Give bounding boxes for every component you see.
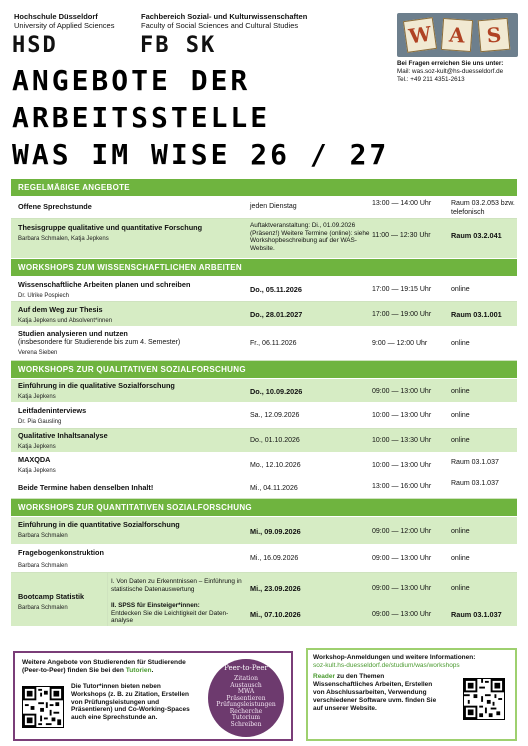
row-title-block xyxy=(18,330,248,358)
row-date: Do., 05.11.2026 xyxy=(250,285,302,294)
tutorien-link[interactable]: Tutorien xyxy=(125,667,152,674)
contact-mail[interactable]: Mail: was.soz-kult@hs-duesseldorf.de xyxy=(397,68,504,75)
row-place: online xyxy=(451,286,470,293)
row-speaker: Dr. Pia Gausling xyxy=(18,418,62,425)
bubble-word: Recherche xyxy=(229,707,263,715)
row-time: 9:00 — 12:00 Uhr xyxy=(372,340,428,347)
university-name-en: University of Applied Sciences xyxy=(14,21,115,30)
bubble-word: Austausch xyxy=(230,681,262,689)
peer-to-peer-box xyxy=(13,651,293,741)
row-title: Auf dem Weg zur Thesis xyxy=(18,305,103,314)
section-header-quantitative: WORKSHOPS ZUR QUANTITATIVEN SOZIALFORSCHUNG xyxy=(11,499,517,517)
was-logo xyxy=(397,13,518,57)
row-title-block xyxy=(18,521,248,540)
row-date: Mi., 23.09.2026 xyxy=(250,584,301,593)
row-speaker: Barbara Schmalen xyxy=(18,604,68,611)
row-date: Mi., 09.09.2026 xyxy=(250,527,301,536)
row-time: 09:00 — 13:00 Uhr xyxy=(372,388,432,395)
table-row xyxy=(11,573,517,627)
section-header-scientific-writing: WORKSHOPS ZUM WISSENSCHAFTLICHEN ARBEITEN xyxy=(11,259,517,277)
faculty-name-en: Faculty of Social Sciences and Cultural Studies xyxy=(141,21,299,30)
row-title-block xyxy=(18,306,248,325)
row-title-block xyxy=(18,382,248,401)
row-date: Mo., 12.10.2026 xyxy=(250,462,301,469)
row-time: 13:00 — 14:00 Uhr xyxy=(372,200,432,207)
row-place-2: Raum 03.1.037 xyxy=(451,480,499,487)
row-date: Mi., 16.09.2026 xyxy=(250,555,299,562)
row-title: Leitfadeninterviews xyxy=(18,406,87,415)
row-time: 17:00 — 19:00 Uhr xyxy=(372,311,432,318)
row-date: jeden Dienstag xyxy=(250,203,297,210)
faculty-name: Fachbereich Sozial- und Kulturwissenschaften xyxy=(141,12,308,21)
row-title-block xyxy=(18,593,106,612)
contact-intro: Bei Fragen erreichen Sie uns unter: xyxy=(397,60,504,67)
row-speaker: Katja Jepkens xyxy=(18,443,56,450)
contact-info xyxy=(397,60,503,84)
title-line-3: WAS IM WISE 26 / 27 xyxy=(12,138,390,171)
table-row xyxy=(11,403,517,429)
poster-header xyxy=(0,0,528,180)
row-title-block xyxy=(18,281,248,300)
reader-link[interactable]: Reader xyxy=(313,673,336,680)
fbsk-logo-text: FB SK xyxy=(140,33,217,58)
row-speaker: Barbara Schmalen xyxy=(18,562,68,569)
workshops-link[interactable]: soz-kult.hs-duesseldorf.de/studium/was/workshops xyxy=(313,662,460,669)
row-time: 17:00 — 19:15 Uhr xyxy=(372,286,432,293)
row-date: Auftaktveranstaltung: Di., 01.09.2026 (Präsenz!) Weitere Termine (online): siehe Workshopbeschreibung auf der WAS-Website. xyxy=(250,222,370,252)
row-title-block xyxy=(18,432,248,451)
row-speaker: Katja Jepkens xyxy=(18,467,56,474)
hsd-logo-text: HSD xyxy=(12,33,58,58)
row-place: online xyxy=(451,340,470,347)
row-time: 10:00 — 13:30 Uhr xyxy=(372,437,432,444)
row-place: Raum 03.2.041 xyxy=(451,231,502,240)
row-time: 10:00 — 13:00 Uhr xyxy=(372,462,432,469)
row-note: Beide Termine haben denselben Inhalt! xyxy=(18,483,154,492)
section-header-regular: REGELMÄßIGE ANGEBOTE xyxy=(11,179,517,197)
row-place: online xyxy=(451,388,470,395)
session-1-text: I. Von Daten zu Erkenntnissen – Einführung in statistische Datenauswertung xyxy=(111,578,242,593)
row-time: 09:00 — 13:00 Uhr xyxy=(372,555,432,562)
bubble-word: Zitation xyxy=(234,675,258,682)
bubble-word: MWA xyxy=(237,688,255,695)
peer-box-heading-end: . xyxy=(151,667,154,674)
bootcamp-session-2 xyxy=(111,602,247,625)
row-time-2: 13:00 — 16:00 Uhr xyxy=(372,483,432,490)
peer-box-text: Die Tutor*innen bieten neben Workshops (z. B. zu Zitation, Erstellen von Prüfungsleistungen und Präsentieren) und Co-Working-Spaces auch eine Sprechstunde an. xyxy=(71,683,190,722)
page-title xyxy=(12,62,389,173)
session-2-title: II. SPSS für Einsteiger*innen: xyxy=(111,602,200,609)
tutorien-qr-code[interactable] xyxy=(22,686,64,728)
session-2-text: Entdecken Sie die Leichtigkeit der Daten-analyse xyxy=(111,609,229,625)
university-name-block xyxy=(14,12,114,30)
table-row xyxy=(11,379,517,403)
row-title-block xyxy=(18,407,248,426)
row-time: 11:00 — 12:30 Uhr xyxy=(372,232,431,239)
row-speaker: Dr. Ulrike Pospiech xyxy=(18,292,70,299)
row-title: Einführung in die quantitative Sozialforschung xyxy=(18,520,180,529)
table-row xyxy=(11,327,517,361)
row-date: Do., 10.09.2026 xyxy=(250,387,303,396)
row-time: 10:00 — 13:00 Uhr xyxy=(372,412,432,419)
row-title: Studien analysieren und nutzen xyxy=(18,329,128,338)
row-speaker: Barbara Schmalen, Katja Jepkens xyxy=(18,235,109,242)
row-time-2: 09:00 — 13:00 Uhr xyxy=(372,611,432,618)
schedule-table xyxy=(11,179,517,627)
row-place: online xyxy=(451,528,470,535)
peer-box-heading-line-1: Weitere Angebote von Studierenden für Studierende xyxy=(22,659,186,666)
row-title: Bootcamp Statistik xyxy=(18,592,85,601)
row-place-2: Raum 03.1.037 xyxy=(451,610,502,619)
title-line-1: ANGEBOTE DER xyxy=(12,64,251,97)
university-name: Hochschule Düsseldorf xyxy=(14,12,98,21)
row-date: Fr., 06.11.2026 xyxy=(250,340,297,347)
table-row xyxy=(11,453,517,499)
row-speaker: Verena Sieben xyxy=(18,350,58,356)
row-title: Fragebogenkonstruktion xyxy=(18,548,104,557)
row-place: Raum 03.2.053 bzw. telefonisch xyxy=(451,200,515,216)
row-place: online xyxy=(451,585,470,592)
row-title-block xyxy=(18,549,248,570)
table-row xyxy=(11,302,517,327)
title-line-2: ARBEITSSTELLE xyxy=(12,101,271,134)
table-row xyxy=(11,429,517,453)
bubble-word: Prüfungsleistungen xyxy=(216,701,276,708)
table-row xyxy=(11,219,517,259)
row-place: online xyxy=(451,437,470,444)
column-divider xyxy=(107,573,108,626)
peer-box-heading xyxy=(22,659,186,675)
row-title: Wissenschaftliche Arbeiten planen und schreiben xyxy=(18,280,191,289)
row-title: Qualitative Inhaltsanalyse xyxy=(18,431,108,440)
row-date-2: Mi., 04.11.2026 xyxy=(250,485,298,492)
row-time: 09:00 — 13:00 Uhr xyxy=(372,585,432,592)
bubble-words xyxy=(208,676,284,728)
bubble-word: Tutorium xyxy=(231,714,261,721)
peer-box-heading-line-2 xyxy=(22,667,186,675)
contact-phone: Tel.: +49 211 4351-2613 xyxy=(397,76,465,83)
workshops-qr-code[interactable] xyxy=(463,678,505,720)
faculty-name-block xyxy=(141,12,307,30)
table-row xyxy=(11,277,517,302)
row-title: Thesisgruppe qualitative und quantitative Forschung xyxy=(18,223,203,232)
row-speaker: Barbara Schmalen xyxy=(18,532,68,539)
row-place: online xyxy=(451,412,470,419)
row-title: Offene Sprechstunde xyxy=(18,202,92,211)
registration-heading: Workshop-Anmeldungen und weitere Informationen: xyxy=(313,654,476,661)
bubble-word: Schreiben xyxy=(230,720,262,728)
reader-text xyxy=(313,673,443,713)
row-date: Sa., 12.09.2026 xyxy=(250,412,300,419)
row-speaker: Katja Jepkens xyxy=(18,393,56,400)
table-row xyxy=(11,197,517,219)
row-speaker: Katja Jepkens und Absolvent*innen xyxy=(18,317,113,324)
table-row xyxy=(11,545,517,573)
logo-letter-w: W xyxy=(403,17,437,53)
row-place: Raum 03.1.001 xyxy=(451,310,502,319)
table-row xyxy=(11,517,517,545)
peer-to-peer-word-cloud xyxy=(208,659,284,737)
row-title: MAXQDA xyxy=(18,455,51,464)
row-date: Do., 01.10.2026 xyxy=(250,437,300,444)
section-header-qualitative: WORKSHOPS ZUR QUALITATIVEN SOZIALFORSCHUNG xyxy=(11,361,517,379)
row-title-extra: (insbesondere für Studierende bis zum 4. Semester) xyxy=(18,338,181,346)
row-title-block xyxy=(18,224,248,243)
bootcamp-session-1 xyxy=(111,578,247,593)
registration-heading-block xyxy=(313,654,475,670)
row-place: online xyxy=(451,555,470,562)
row-place: Raum 03.1.037 xyxy=(451,459,499,466)
peer-box-heading-text: (Peer-to-Peer) finden Sie bei den xyxy=(22,667,126,674)
row-time: 09:00 — 12:00 Uhr xyxy=(372,528,432,535)
row-date-2: Mi., 07.10.2026 xyxy=(250,610,301,619)
row-date: Do., 28.01.2027 xyxy=(250,310,303,319)
row-title: Einführung in die qualitative Sozialforschung xyxy=(18,381,175,390)
bubble-title: Peer-to-Peer xyxy=(224,664,268,672)
logo-letter-s: S xyxy=(478,18,511,52)
logo-letter-a: A xyxy=(441,18,473,52)
bubble-word: Präsentieren xyxy=(226,694,266,702)
reader-description: zu den Themen Wissenschaftliches Arbeiten, Erstellen von Abschlussarbeiten, Verwendung verschiedener Software uvm. finden Sie auf unserer Website. xyxy=(313,673,437,712)
row-title-block xyxy=(18,456,248,475)
registration-box xyxy=(306,648,517,741)
